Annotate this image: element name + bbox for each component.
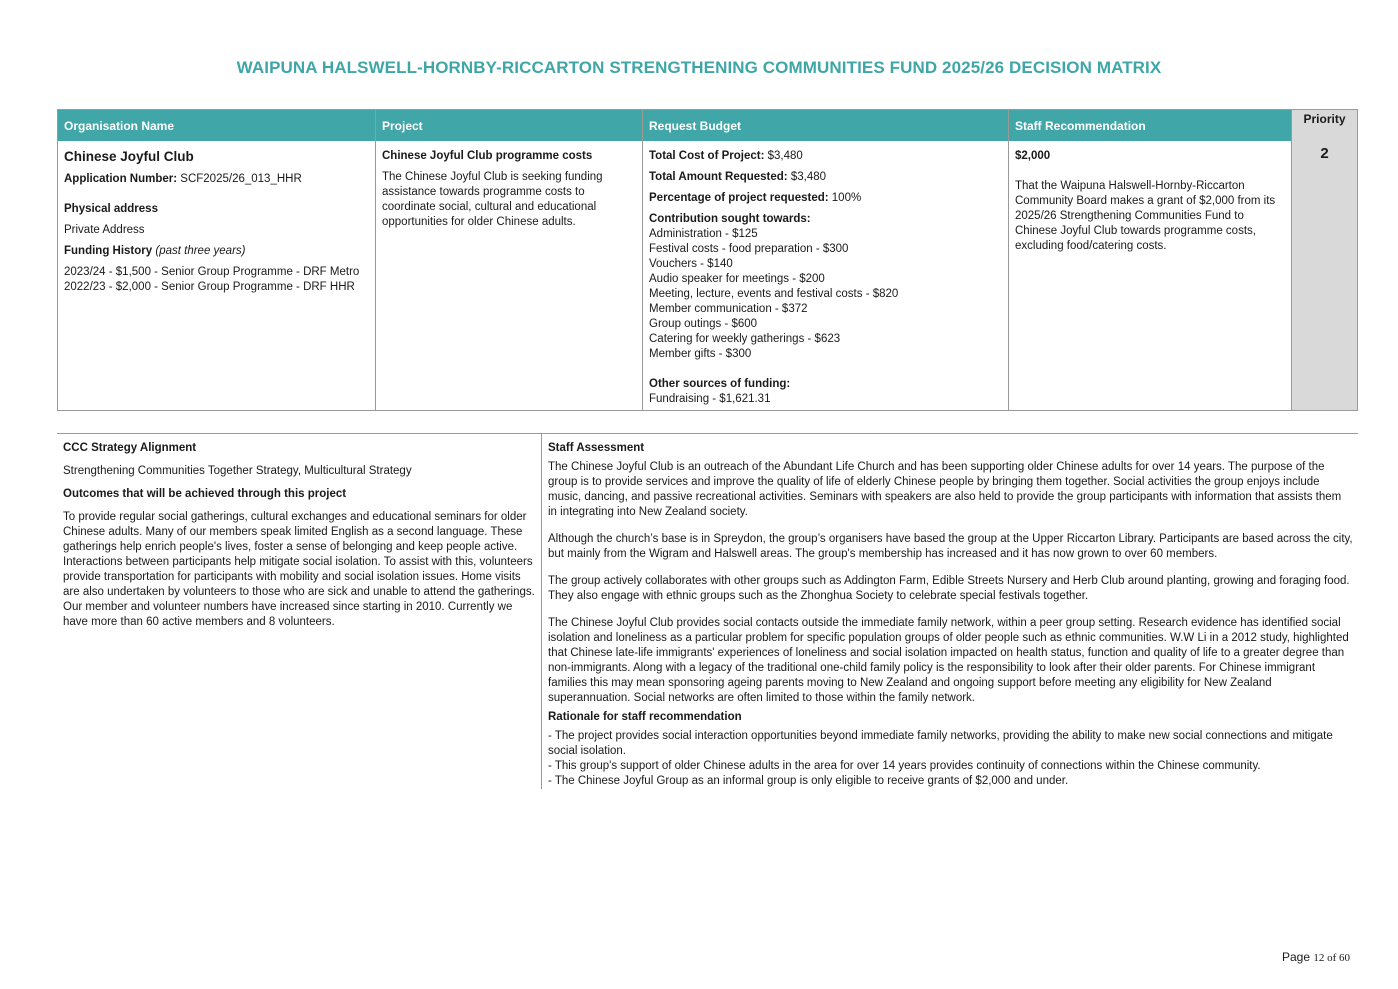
budget-item: Catering for weekly gatherings - $623 <box>649 333 841 345</box>
budget-item: Vouchers - $140 <box>649 258 733 270</box>
project-name: Chinese Joyful Club programme costs <box>382 150 593 162</box>
budget-item: Festival costs - food preparation - $300 <box>649 243 849 255</box>
budget-item: Member gifts - $300 <box>649 348 752 360</box>
percentage-requested: 100% <box>828 192 862 204</box>
project-header: Project <box>376 110 642 141</box>
page-footer <box>1282 950 1350 964</box>
column-divider <box>541 433 542 789</box>
recommendation-column <box>1009 110 1292 410</box>
page-word: Page <box>1281 950 1314 964</box>
outcomes-heading: Outcomes that will be achieved through this project <box>63 488 347 500</box>
budget-item: Administration - $125 <box>649 228 758 240</box>
application-number-label: Application Number: <box>64 173 178 185</box>
physical-address-label: Physical address <box>64 203 158 215</box>
strategy-text: Strengthening Communities Together Strategy, Multicultural Strategy <box>63 465 412 477</box>
page-title: WAIPUNA HALSWELL-HORNBY-RICCARTON STRENGTHENING COMMUNITIES FUND 2025/26 DECISION MATRIX <box>236 58 1162 77</box>
recommended-amount: $2,000 <box>1015 150 1051 162</box>
decision-matrix-table <box>57 109 1358 411</box>
organisation-header: Organisation Name <box>58 110 375 141</box>
funding-history-item: 2022/23 - $2,000 - Senior Group Programme - DRF HHR <box>64 281 355 293</box>
budget-header: Request Budget <box>643 110 1008 141</box>
contribution-label: Contribution sought towards: <box>649 213 811 225</box>
priority-header: Priority <box>1303 112 1346 126</box>
funding-history-label: Funding History <box>64 245 153 257</box>
budget-column <box>643 110 1009 410</box>
of-word: of <box>1324 952 1339 964</box>
page-number: 12 <box>1313 952 1325 964</box>
total-requested-label: Total Amount Requested: <box>649 171 788 183</box>
total-cost-label: Total Cost of Project: <box>649 150 765 162</box>
outcome-paragraph: Interactions between participants help mitigate social isolation. To assist with this, volunteers provide transportation for participants with mobility and social isolation issues. Home visits are also undertaken by volunteers to those who are sick and unable to attend the gatherings. <box>63 556 535 598</box>
recommendation-text: That the Waipuna Halswell-Hornby-Riccarton Community Board makes a grant of $2,000 from its 2025/26 Strengthening Communities Fund to Chinese Joyful Club towards programme costs, excluding food/catering costs. <box>1015 180 1276 252</box>
project-description: The Chinese Joyful Club is seeking funding assistance towards programme costs to coordinate social, cultural and educational opportunities for older Chinese adults. <box>382 171 603 228</box>
percentage-label: Percentage of project requested: <box>649 192 829 204</box>
funding-history-note: (past three years) <box>152 245 246 257</box>
strategy-heading: CCC Strategy Alignment <box>63 442 197 454</box>
other-funding: Fundraising - $1,621.31 <box>649 393 771 405</box>
budget-item: Meeting, lecture, events and festival costs - $820 <box>649 288 899 300</box>
rationale-heading: Rationale for staff recommendation <box>548 711 742 723</box>
other-funding-label: Other sources of funding: <box>649 378 791 390</box>
rationale-item: - The project provides social interaction opportunities beyond immediate family networks, providing the ability to make new social connections and mitigate social isolation. <box>548 730 1333 757</box>
assessment-paragraph: The Chinese Joyful Club is an outreach of the Abundant Life Church and has been supporting older Chinese adults for over 14 years. The purpose of the group is to provide services and improve the quality of life of elderly Chinese people by bringing them together. Social activities the group enjoys include music, dancing, and passive recreational activities. Seminars with speakers are also held to provide the group participants with information that assists them in integrating into New Zealand society. <box>548 461 1342 518</box>
assessment-paragraph: The group actively collaborates with other groups such as Addington Farm, Edible Streets Nursery and Herb Club around planting, growing and foraging food. They also engage with ethnic groups such as the Zhonghua Society to celebrate special festivals together. <box>548 575 1350 602</box>
section-divider <box>57 433 1358 434</box>
recommendation-header: Staff Recommendation <box>1009 110 1291 141</box>
budget-item: Group outings - $600 <box>649 318 758 330</box>
priority-column <box>1292 110 1357 410</box>
assessment-paragraph: Although the church’s base is in Spreydon, the group’s organisers have based the group at the Upper Riccarton Library. Participants are based across the city, but mainly from the Wigram and Halswell areas. The group's membership has increased and it has now grown to over 60 members. <box>548 533 1353 560</box>
budget-item: Audio speaker for meetings - $200 <box>649 273 825 285</box>
funding-history-item: 2023/24 - $1,500 - Senior Group Programme - DRF Metro <box>64 266 360 278</box>
total-cost: $3,480 <box>764 150 803 162</box>
physical-address: Private Address <box>64 224 145 236</box>
rationale-item: - This group's support of older Chinese adults in the area for over 14 years provides continuity of connections within the Chinese community. <box>548 760 1261 772</box>
strategy-section <box>63 441 535 630</box>
outcome-paragraph: To provide regular social gatherings, cultural exchanges and educational seminars for older Chinese adults. Many of our members speak limited English as a second language. These gatherings help enrich people's lives, foster a sense of belonging and keep people active. <box>63 511 527 553</box>
total-requested: $3,480 <box>787 171 827 183</box>
staff-assessment-section <box>548 441 1353 789</box>
project-column <box>376 110 643 410</box>
page-total: 60 <box>1339 952 1350 964</box>
organisation-name: Chinese Joyful Club <box>64 149 194 164</box>
priority-value: 2 <box>1320 145 1329 162</box>
application-number: SCF2025/26_013_HHR <box>177 173 302 185</box>
organisation-column <box>58 110 376 410</box>
assessment-paragraph: The Chinese Joyful Club provides social contacts outside the immediate family network, within a peer group setting. Research evidence has identified social isolation and loneliness as a particular problem for specific population groups of older people such as ethnic communities. W.W Li in a 2012 study, highlighted that Chinese late-life immigrants' experiences of loneliness and social isolation impacted on health status, function and quality of life to a greater degree than non-immigrants. Along with a legacy of the traditional one-child family policy is the responsibility to look after their older parents. For Chinese immigrant families this may mean sponsoring ageing parents moving to New Zealand and ongoing support before meeting any eligibility for New Zealand superannuation. Social networks are often limited to those within the family network. <box>548 617 1349 704</box>
outcome-paragraph: Our member and volunteer numbers have increased since starting in 2010. Currently we have more than 60 active members and 8 volunteers. <box>63 601 513 628</box>
rationale-item: - The Chinese Joyful Group as an informal group is only eligible to receive grants of $2,000 and under. <box>548 775 1069 787</box>
budget-item: Member communication - $372 <box>649 303 808 315</box>
assessment-heading: Staff Assessment <box>548 442 645 454</box>
